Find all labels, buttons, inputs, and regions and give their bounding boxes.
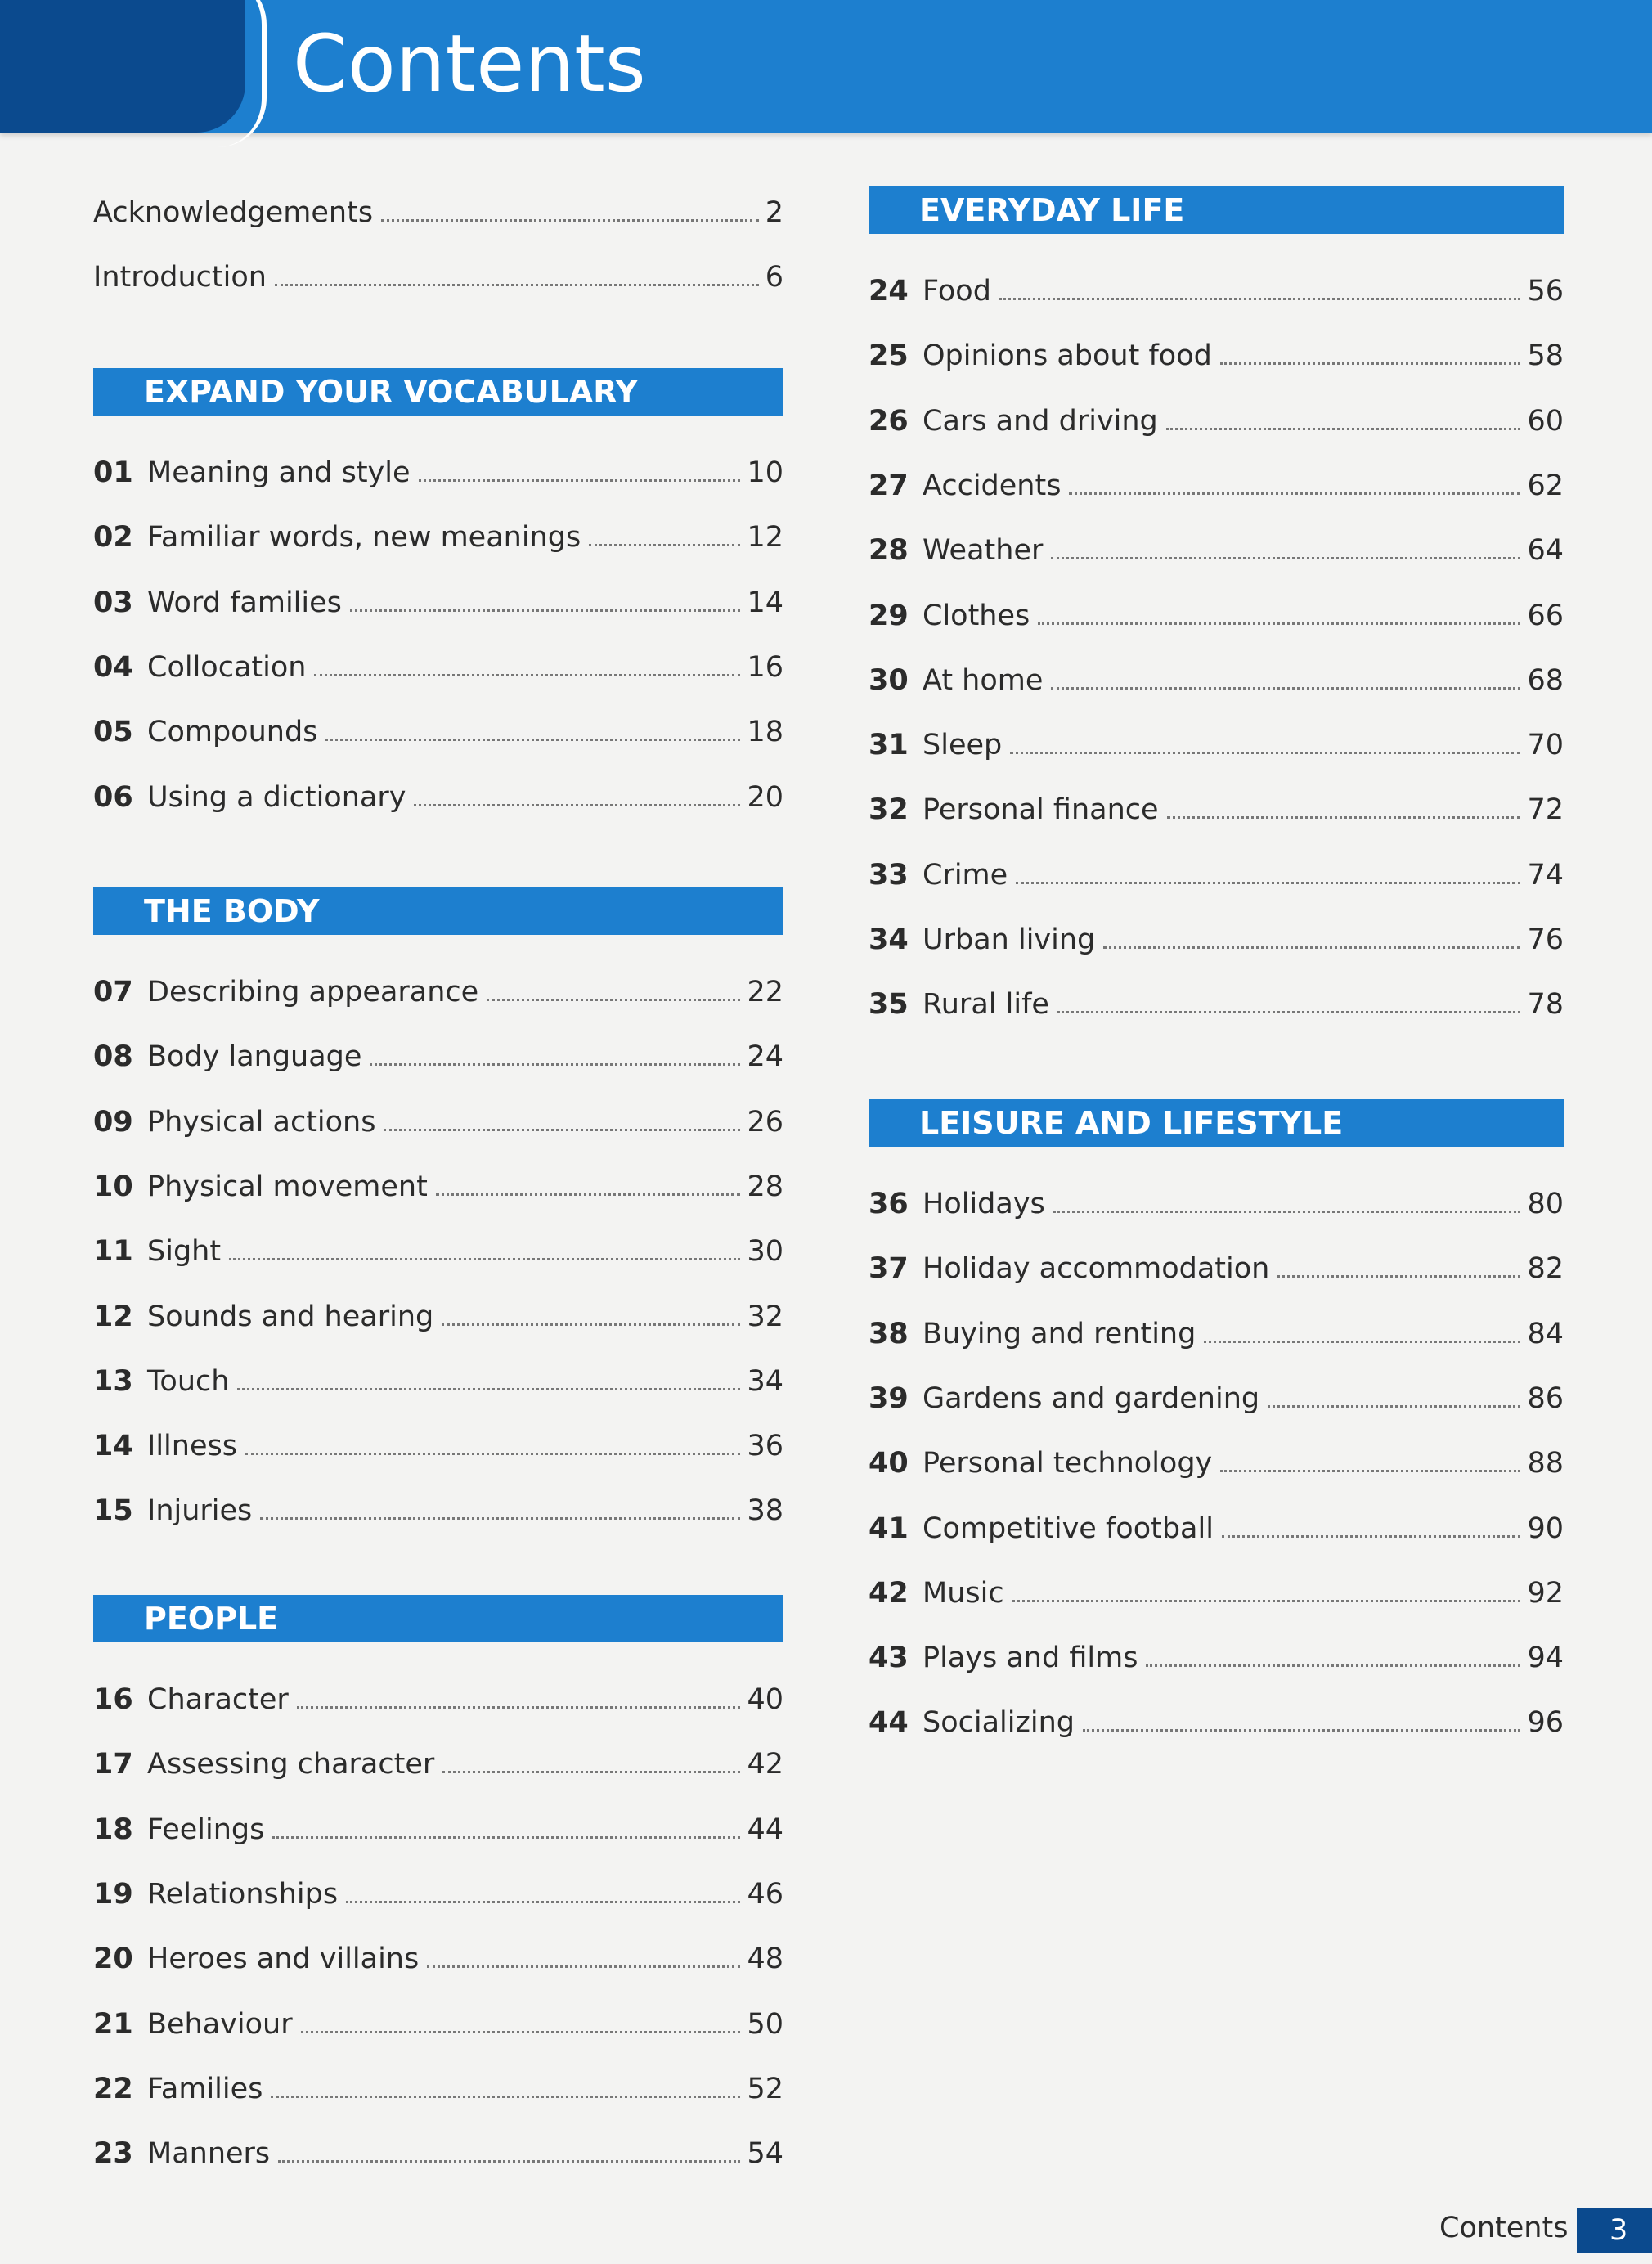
toc-entry-number: 21 — [93, 2007, 133, 2041]
dot-leader — [1222, 1535, 1521, 1538]
toc-entry-title: Acknowledgements — [93, 196, 374, 229]
page-title: Contents — [293, 18, 646, 110]
dot-leader — [487, 999, 740, 1001]
section-heading: THE BODY — [93, 887, 783, 935]
toc-entry-number: 39 — [869, 1381, 909, 1415]
toc-entry-title: Physical movement — [147, 1170, 428, 1203]
toc-entry-page: 58 — [1527, 339, 1564, 373]
toc-entry-title: Sight — [147, 1235, 222, 1269]
toc-entry-page: 52 — [747, 2072, 783, 2105]
toc-entry-page: 94 — [1527, 1642, 1564, 1675]
toc-entry-title: Sleep — [923, 729, 1003, 762]
toc-entry-title: Food — [923, 275, 991, 308]
toc-entry-page: 16 — [747, 650, 783, 684]
toc-entry[interactable] — [93, 1740, 783, 1789]
toc-entry[interactable] — [869, 397, 1564, 446]
toc-entry-page: 80 — [1527, 1188, 1564, 1220]
toc-entry-title: Illness — [147, 1430, 237, 1463]
toc-entry-title: Accidents — [923, 469, 1062, 502]
toc-entry[interactable] — [869, 1504, 1564, 1553]
toc-entry-title: Collocation — [147, 650, 307, 684]
toc-entry[interactable] — [93, 1870, 783, 1919]
toc-entry-page: 10 — [747, 456, 783, 489]
toc-entry-page: 90 — [1527, 1512, 1564, 1545]
toc-entry[interactable] — [869, 1633, 1564, 1682]
toc-entry-page: 12 — [747, 521, 783, 555]
toc-entry[interactable] — [869, 915, 1564, 964]
toc-entry-page: 30 — [747, 1235, 783, 1269]
toc-entry-number: 23 — [93, 2137, 133, 2171]
toc-entry-page: 66 — [1527, 599, 1564, 632]
toc-entry[interactable] — [869, 1309, 1564, 1359]
toc-entry-page: 2 — [765, 196, 783, 229]
dot-leader — [589, 544, 740, 546]
toc-entry-page: 56 — [1527, 275, 1564, 308]
toc-entry[interactable] — [869, 1374, 1564, 1423]
toc-entry-title: Plays and films — [923, 1642, 1138, 1675]
dot-leader — [272, 1836, 740, 1839]
toc-entry-title: Relationships — [147, 1877, 339, 1911]
toc-entry-page: 24 — [747, 1040, 783, 1074]
toc-entry-number: 30 — [869, 663, 909, 697]
dot-leader — [414, 804, 740, 806]
toc-entry-number: 07 — [93, 976, 133, 1008]
dot-leader — [1053, 1211, 1521, 1213]
dot-leader — [442, 1323, 740, 1326]
toc-entry-number: 38 — [869, 1317, 909, 1350]
toc-entry-page: 34 — [747, 1364, 783, 1398]
toc-entry-page: 32 — [747, 1300, 783, 1333]
toc-entry-number: 14 — [93, 1430, 133, 1463]
toc-entry-page: 60 — [1527, 404, 1564, 438]
toc-entry-number: 17 — [93, 1748, 133, 1781]
toc-entry-title: Word families — [147, 586, 342, 619]
toc-entry-title: Clothes — [923, 599, 1030, 632]
dot-leader — [1204, 1341, 1520, 1343]
dot-leader — [1051, 687, 1520, 690]
toc-entry-title: Families — [147, 2072, 263, 2105]
toc-entry-page: 92 — [1527, 1576, 1564, 1610]
dot-leader — [271, 2096, 740, 2098]
toc-entry[interactable] — [93, 1934, 783, 1983]
toc-entry-number: 26 — [869, 404, 909, 438]
dot-leader — [1069, 492, 1520, 495]
toc-entry-title: Buying and renting — [923, 1317, 1196, 1350]
toc-entry-title: Body language — [147, 1040, 362, 1074]
toc-entry-number: 16 — [93, 1683, 133, 1716]
toc-entry-title: Character — [147, 1683, 289, 1716]
toc-entry-number: 28 — [869, 534, 909, 568]
dot-leader — [381, 219, 759, 222]
dot-leader — [314, 674, 740, 676]
dot-leader — [1277, 1275, 1520, 1278]
toc-entry-number: 12 — [93, 1300, 133, 1333]
toc-entry[interactable] — [869, 1244, 1564, 1293]
toc-entry-number: 42 — [869, 1576, 909, 1610]
toc-entry-page: 76 — [1527, 923, 1564, 956]
dot-leader — [325, 739, 740, 741]
toc-entry-page: 18 — [747, 716, 783, 749]
toc-entry-page: 74 — [1527, 858, 1564, 892]
toc-entry-page: 84 — [1527, 1317, 1564, 1350]
dot-leader — [1010, 752, 1520, 754]
toc-entry[interactable] — [869, 461, 1564, 510]
toc-entry[interactable] — [869, 1179, 1564, 1229]
dot-leader — [1103, 946, 1520, 949]
toc-entry-number: 33 — [869, 858, 909, 892]
dot-leader — [346, 1901, 740, 1903]
toc-entry-number: 18 — [93, 1813, 133, 1846]
toc-entry-title: Music — [923, 1576, 1004, 1610]
toc-entry-number: 03 — [93, 586, 133, 619]
toc-entry[interactable] — [93, 2129, 783, 2178]
dot-leader — [999, 298, 1521, 300]
page-header — [0, 0, 1652, 133]
toc-entry-number: 08 — [93, 1040, 133, 1074]
toc-entry[interactable] — [93, 513, 783, 562]
toc-entry-title: Assessing character — [147, 1748, 435, 1781]
toc-entry-page: 20 — [747, 780, 783, 814]
toc-entry-number: 24 — [869, 275, 909, 308]
section-heading: LEISURE AND LIFESTYLE — [869, 1099, 1564, 1147]
toc-entry-page: 50 — [747, 2007, 783, 2041]
toc-entry[interactable] — [869, 851, 1564, 900]
toc-entry-page: 48 — [747, 1943, 783, 1976]
toc-entry-number: 19 — [93, 1877, 133, 1911]
toc-entry-page: 62 — [1527, 469, 1564, 502]
toc-entry-page: 86 — [1527, 1381, 1564, 1415]
toc-entry-number: 25 — [869, 339, 909, 373]
toc-entry-title: Introduction — [93, 261, 267, 294]
toc-entry[interactable] — [93, 1098, 783, 1147]
toc-entry[interactable] — [869, 980, 1564, 1029]
toc-entry[interactable] — [869, 267, 1564, 316]
toc-entry-number: 32 — [869, 793, 909, 827]
toc-entry-page: 96 — [1527, 1706, 1564, 1740]
toc-entry-title: Weather — [923, 534, 1044, 568]
toc-entry[interactable] — [93, 1486, 783, 1535]
dot-leader — [436, 1193, 741, 1196]
dot-leader — [1220, 362, 1521, 365]
dot-leader — [245, 1453, 740, 1455]
toc-entry[interactable] — [869, 1439, 1564, 1488]
dot-leader — [278, 2160, 740, 2163]
toc-entry[interactable] — [93, 708, 783, 757]
toc-entry[interactable] — [93, 1032, 783, 1081]
dot-leader — [297, 1706, 741, 1709]
dot-leader — [442, 1771, 740, 1773]
dot-leader — [301, 2031, 741, 2033]
toc-entry[interactable] — [869, 1698, 1564, 1747]
toc-entry-number: 34 — [869, 923, 909, 956]
toc-entry-title: Holiday accommodation — [923, 1252, 1270, 1286]
toc-entry-page: 26 — [747, 1105, 783, 1139]
toc-entry[interactable] — [869, 591, 1564, 640]
toc-entry[interactable] — [93, 1292, 783, 1341]
dot-leader — [370, 1063, 740, 1066]
toc-entry-number: 37 — [869, 1252, 909, 1286]
toc-entry-number: 09 — [93, 1105, 133, 1139]
toc-entry-page: 28 — [747, 1170, 783, 1203]
dot-leader — [275, 284, 759, 286]
toc-entry-number: 31 — [869, 729, 909, 762]
toc-entry-page: 38 — [747, 1494, 783, 1528]
dot-leader — [1146, 1664, 1520, 1667]
toc-entry-page: 46 — [747, 1877, 783, 1911]
toc-entry-number: 13 — [93, 1364, 133, 1398]
dot-leader — [1268, 1405, 1520, 1408]
toc-entry-title: Competitive football — [923, 1512, 1214, 1545]
toc-entry-number: 10 — [93, 1170, 133, 1203]
toc-entry-page: 36 — [747, 1430, 783, 1463]
toc-entry[interactable] — [93, 643, 783, 692]
toc-entry-title: Personal technology — [923, 1447, 1213, 1480]
dot-leader — [1083, 1729, 1520, 1732]
toc-entry-title: Urban living — [923, 923, 1096, 956]
dot-leader — [1167, 816, 1521, 819]
toc-entry-title: Socializing — [923, 1706, 1075, 1740]
toc-entry-number: 20 — [93, 1943, 133, 1976]
toc-entry-page: 82 — [1527, 1252, 1564, 1286]
footer-label: Contents — [1439, 2212, 1569, 2244]
toc-entry-number: 35 — [869, 988, 909, 1022]
toc-entry-number: 43 — [869, 1642, 909, 1675]
toc-entry-title: Touch — [147, 1364, 230, 1398]
dot-leader — [237, 1388, 740, 1390]
toc-entry-page: 40 — [747, 1683, 783, 1716]
toc-entry-title: Rural life — [923, 988, 1049, 1022]
toc-entry-title: Cars and driving — [923, 404, 1158, 438]
dot-leader — [1038, 622, 1520, 625]
toc-entry-title: Behaviour — [147, 2007, 293, 2041]
header-arc-decoration — [213, 0, 267, 147]
dot-leader — [350, 609, 741, 612]
toc-entry-title: Feelings — [147, 1813, 265, 1846]
toc-entry[interactable] — [93, 1227, 783, 1276]
section-heading: PEOPLE — [93, 1595, 783, 1642]
toc-entry[interactable] — [869, 331, 1564, 380]
toc-entry-number: 04 — [93, 650, 133, 684]
toc-entry[interactable] — [93, 1422, 783, 1471]
dot-leader — [1016, 882, 1520, 884]
toc-entry-title: Injuries — [147, 1494, 253, 1528]
toc-entry-number: 06 — [93, 780, 133, 814]
toc-entry[interactable] — [869, 656, 1564, 705]
dot-leader — [419, 479, 741, 482]
toc-entry[interactable] — [93, 2000, 783, 2049]
toc-entry-number: 36 — [869, 1188, 909, 1220]
dot-leader — [1057, 1011, 1521, 1013]
toc-entry[interactable] — [93, 1162, 783, 1211]
toc-entry-title: Heroes and villains — [147, 1943, 420, 1976]
toc-entry-title: Meaning and style — [147, 456, 411, 489]
toc-entry-page: 44 — [747, 1813, 783, 1846]
section-heading: EVERYDAY LIFE — [869, 186, 1564, 234]
toc-entry-title: Describing appearance — [147, 976, 479, 1008]
toc-entry[interactable] — [869, 526, 1564, 575]
toc-entry-page: 14 — [747, 586, 783, 619]
toc-entry[interactable] — [93, 253, 783, 302]
toc-entry-title: At home — [923, 663, 1044, 697]
dot-leader — [1220, 1470, 1520, 1472]
toc-entry-title: Sounds and hearing — [147, 1300, 434, 1333]
footer-page-number: 3 — [1577, 2208, 1652, 2253]
toc-entry-title: Opinions about food — [923, 339, 1212, 373]
toc-entry-number: 27 — [869, 469, 909, 502]
toc-entry-page: 6 — [765, 261, 783, 294]
toc-entry-number: 15 — [93, 1494, 133, 1528]
toc-entry[interactable] — [93, 2064, 783, 2114]
toc-entry-page: 78 — [1527, 988, 1564, 1022]
toc-entry-number: 02 — [93, 521, 133, 555]
toc-entry-title: Using a dictionary — [147, 780, 406, 814]
header-dark-tab — [0, 0, 245, 133]
toc-entry-number: 22 — [93, 2072, 133, 2105]
toc-entry-number: 05 — [93, 716, 133, 749]
toc-entry-page: 72 — [1527, 793, 1564, 827]
section-heading: EXPAND YOUR VOCABULARY — [93, 368, 783, 416]
toc-entry[interactable] — [93, 773, 783, 822]
toc-entry-page: 22 — [747, 976, 783, 1008]
toc-entry-page: 64 — [1527, 534, 1564, 568]
toc-entry[interactable] — [93, 1805, 783, 1854]
toc-entry-number: 11 — [93, 1235, 133, 1269]
toc-entry-number: 44 — [869, 1706, 909, 1740]
toc-entry-title: Crime — [923, 858, 1008, 892]
dot-leader — [1051, 557, 1520, 559]
toc-entry[interactable] — [93, 578, 783, 627]
dot-leader — [384, 1129, 740, 1131]
toc-entry[interactable] — [93, 968, 783, 1017]
dot-leader — [1012, 1600, 1521, 1602]
toc-entry-page: 68 — [1527, 663, 1564, 697]
toc-entry-page: 88 — [1527, 1447, 1564, 1480]
toc-entry[interactable] — [93, 188, 783, 237]
toc-entry-title: Manners — [147, 2137, 271, 2171]
toc-entry-number: 40 — [869, 1447, 909, 1480]
toc-entry[interactable] — [93, 1675, 783, 1724]
toc-entry-page: 70 — [1527, 729, 1564, 762]
toc-entry-title: Gardens and gardening — [923, 1381, 1260, 1415]
toc-entry-title: Personal finance — [923, 793, 1159, 827]
toc-entry-number: 01 — [93, 456, 133, 489]
toc-entry-title: Compounds — [147, 716, 318, 749]
dot-leader — [1166, 428, 1521, 430]
toc-entry-title: Physical actions — [147, 1105, 376, 1139]
toc-entry-title: Holidays — [923, 1188, 1045, 1220]
toc-entry-page: 54 — [747, 2137, 783, 2171]
toc-entry[interactable] — [869, 721, 1564, 770]
toc-entry-title: Familiar words, new meanings — [147, 521, 581, 555]
dot-leader — [260, 1517, 740, 1520]
toc-entry-number: 41 — [869, 1512, 909, 1545]
toc-entry-number: 29 — [869, 599, 909, 632]
toc-entry[interactable] — [93, 1357, 783, 1406]
toc-entry[interactable] — [93, 448, 783, 497]
toc-entry[interactable] — [869, 785, 1564, 834]
toc-entry[interactable] — [869, 1569, 1564, 1618]
dot-leader — [427, 1965, 740, 1968]
toc-entry-page: 42 — [747, 1748, 783, 1781]
dot-leader — [229, 1258, 740, 1260]
